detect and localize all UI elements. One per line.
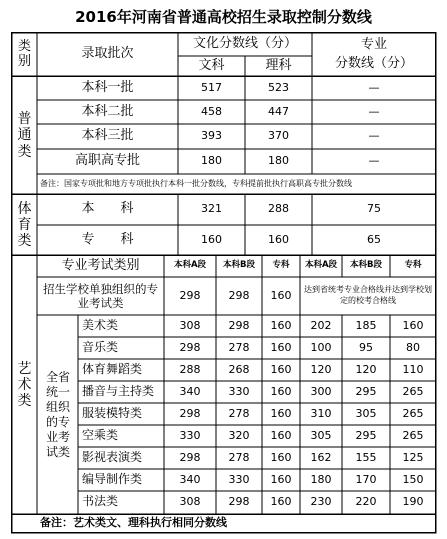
art-row-2-pb: 95 [359, 340, 373, 354]
general-row-1-wen: 517 [201, 80, 222, 94]
sports-row-2-name: 专 科 [81, 231, 134, 247]
art-row-7-pa: 162 [310, 450, 332, 464]
general-row-2-li: 447 [268, 104, 289, 118]
art-row-3-name: 体育舞蹈类 [82, 362, 143, 377]
art-school-zk: 160 [270, 288, 292, 302]
art-row-8-a: 340 [179, 472, 201, 486]
art-row-3-zk: 160 [270, 362, 292, 376]
art-subheader-zk: 专科 [272, 260, 290, 271]
header-li: 理科 [265, 57, 292, 73]
art-school-a: 298 [179, 288, 201, 302]
art-label: 艺术类 [17, 360, 32, 410]
sports-row-1-name: 本 科 [81, 201, 134, 217]
sports-row-2-major: 65 [367, 232, 381, 246]
art-row-8-pa: 180 [310, 472, 332, 486]
sports-row-1-li: 288 [268, 202, 289, 216]
art-row-2-pz: 80 [406, 340, 420, 354]
art-row-8-zk: 160 [270, 472, 292, 486]
art-row-1-pa: 202 [310, 318, 332, 332]
general-row-1-name: 本科一批 [81, 79, 134, 95]
art-row-2-pa: 100 [310, 340, 332, 354]
art-row-1-b: 298 [228, 318, 250, 332]
general-row-3-name: 本科三批 [81, 128, 134, 144]
art-row-9-name: 书法类 [82, 494, 119, 509]
art-row-5-pb: 305 [355, 406, 377, 420]
art-subheader-a2: 本科A段 [304, 260, 338, 271]
art-row-5-a: 298 [179, 406, 201, 420]
art-row-8-name: 编导制作类 [82, 472, 143, 487]
art-row-5-name: 服装模特类 [82, 406, 143, 421]
general-row-4-li: 180 [268, 154, 289, 168]
header-major: 专业 [360, 36, 387, 52]
header-category: 类别 [17, 38, 31, 69]
general-row-2-name: 本科二批 [81, 103, 134, 119]
art-row-8-pz: 150 [402, 472, 424, 486]
art-row-6-a: 330 [179, 428, 201, 442]
art-row-7-a: 298 [179, 450, 201, 464]
art-row-8-pb: 170 [355, 472, 377, 486]
art-row-4-name: 播音与主持类 [82, 384, 155, 399]
art-row-9-b: 298 [228, 494, 250, 508]
art-row-6-pb: 295 [355, 428, 377, 442]
art-row-8-b: 330 [228, 472, 250, 486]
art-row-4-pa: 300 [310, 384, 332, 398]
art-row-3-b: 268 [228, 362, 250, 376]
art-row-3-pa: 120 [310, 362, 332, 376]
art-row-9-zk: 160 [270, 494, 292, 508]
art-row-1-pz: 160 [402, 318, 424, 332]
art-row-3-pb: 120 [355, 362, 377, 376]
art-subheader-b: 本科B段 [223, 260, 255, 271]
general-label: 普通类 [17, 111, 32, 160]
sports-row-1-major: 75 [367, 202, 381, 216]
general-row-4-wen: 180 [201, 154, 222, 168]
header-major-line: 分数线（分） [334, 55, 413, 71]
general-row-4-major: — [368, 154, 380, 168]
art-row-5-zk: 160 [270, 406, 292, 420]
art-row-1-name: 美术类 [82, 318, 119, 333]
general-row-1-major: — [368, 80, 380, 94]
general-row-2-wen: 458 [201, 104, 222, 118]
general-row-3-li: 370 [268, 129, 289, 143]
art-subheader-zk2: 专科 [404, 260, 422, 271]
art-row-6-zk: 160 [270, 428, 292, 442]
art-subheader-a: 本科A段 [173, 260, 207, 271]
art-row-7-b: 278 [228, 450, 250, 464]
sports-row-1-wen: 321 [201, 202, 222, 216]
art-row-7-zk: 160 [270, 450, 292, 464]
general-row-3-wen: 393 [201, 129, 222, 143]
art-subheader-b2: 本科B段 [350, 260, 382, 271]
art-school-name: 招生学校单独组织的专业考试类 [43, 281, 158, 310]
art-row-6-name: 空乘类 [82, 428, 119, 443]
art-row-5-pz: 265 [402, 406, 424, 420]
art-row-4-b: 330 [228, 384, 250, 398]
page-title: 2016年河南省普通高校招生录取控制分数线 [75, 8, 372, 26]
art-row-2-zk: 160 [270, 340, 292, 354]
art-row-6-pa: 305 [310, 428, 332, 442]
general-row-4-name: 高职高专批 [74, 153, 140, 169]
art-row-2-b: 278 [228, 340, 250, 354]
sports-row-2-wen: 160 [201, 232, 222, 246]
general-row-3-major: — [368, 129, 380, 143]
header-culture: 文化分数线（分） [192, 36, 297, 52]
art-row-3-a: 288 [179, 362, 201, 376]
art-row-9-pb: 220 [355, 494, 377, 508]
art-row-7-pb: 155 [355, 450, 377, 464]
art-row-2-a: 298 [179, 340, 201, 354]
header-wen: 文科 [198, 57, 225, 73]
art-school-major: 达到省统考专业合格线并达到学校划定的校考合格线 [304, 285, 432, 305]
general-row-1-li: 523 [268, 80, 289, 94]
art-school-b: 298 [228, 288, 250, 302]
art-row-4-a: 340 [179, 384, 201, 398]
general-row-2-major: — [368, 104, 380, 118]
art-row-5-b: 278 [228, 406, 250, 420]
art-unified-label: 全省统一组织的专业考试类 [45, 370, 70, 459]
art-row-4-pz: 265 [402, 384, 424, 398]
general-note: 备注：国家专项批和地方专项批执行本科一批分数线，专科提前批执行高职高专批分数线 [40, 179, 352, 189]
art-note: 备注：艺术类文、理科执行相同分数线 [40, 515, 227, 529]
art-row-9-pz: 190 [402, 494, 424, 508]
art-row-4-pb: 295 [355, 384, 377, 398]
art-row-7-name: 影视表演类 [82, 450, 143, 465]
art-row-3-pz: 110 [402, 362, 424, 376]
art-subheader-type: 专业考试类别 [61, 257, 140, 273]
art-row-4-zk: 160 [270, 384, 292, 398]
art-row-7-pz: 125 [402, 450, 424, 464]
art-row-1-a: 308 [179, 318, 201, 332]
art-row-6-b: 320 [228, 428, 250, 442]
art-row-2-name: 音乐类 [82, 340, 119, 355]
sports-row-2-li: 160 [268, 232, 289, 246]
art-row-6-pz: 265 [402, 428, 424, 442]
art-row-9-pa: 230 [310, 494, 332, 508]
art-row-1-pb: 185 [355, 318, 377, 332]
header-batch: 录取批次 [81, 46, 134, 62]
art-row-1-zk: 160 [270, 318, 292, 332]
sports-label: 体育类 [17, 200, 32, 250]
art-row-9-a: 308 [179, 494, 201, 508]
art-row-5-pa: 310 [310, 406, 332, 420]
